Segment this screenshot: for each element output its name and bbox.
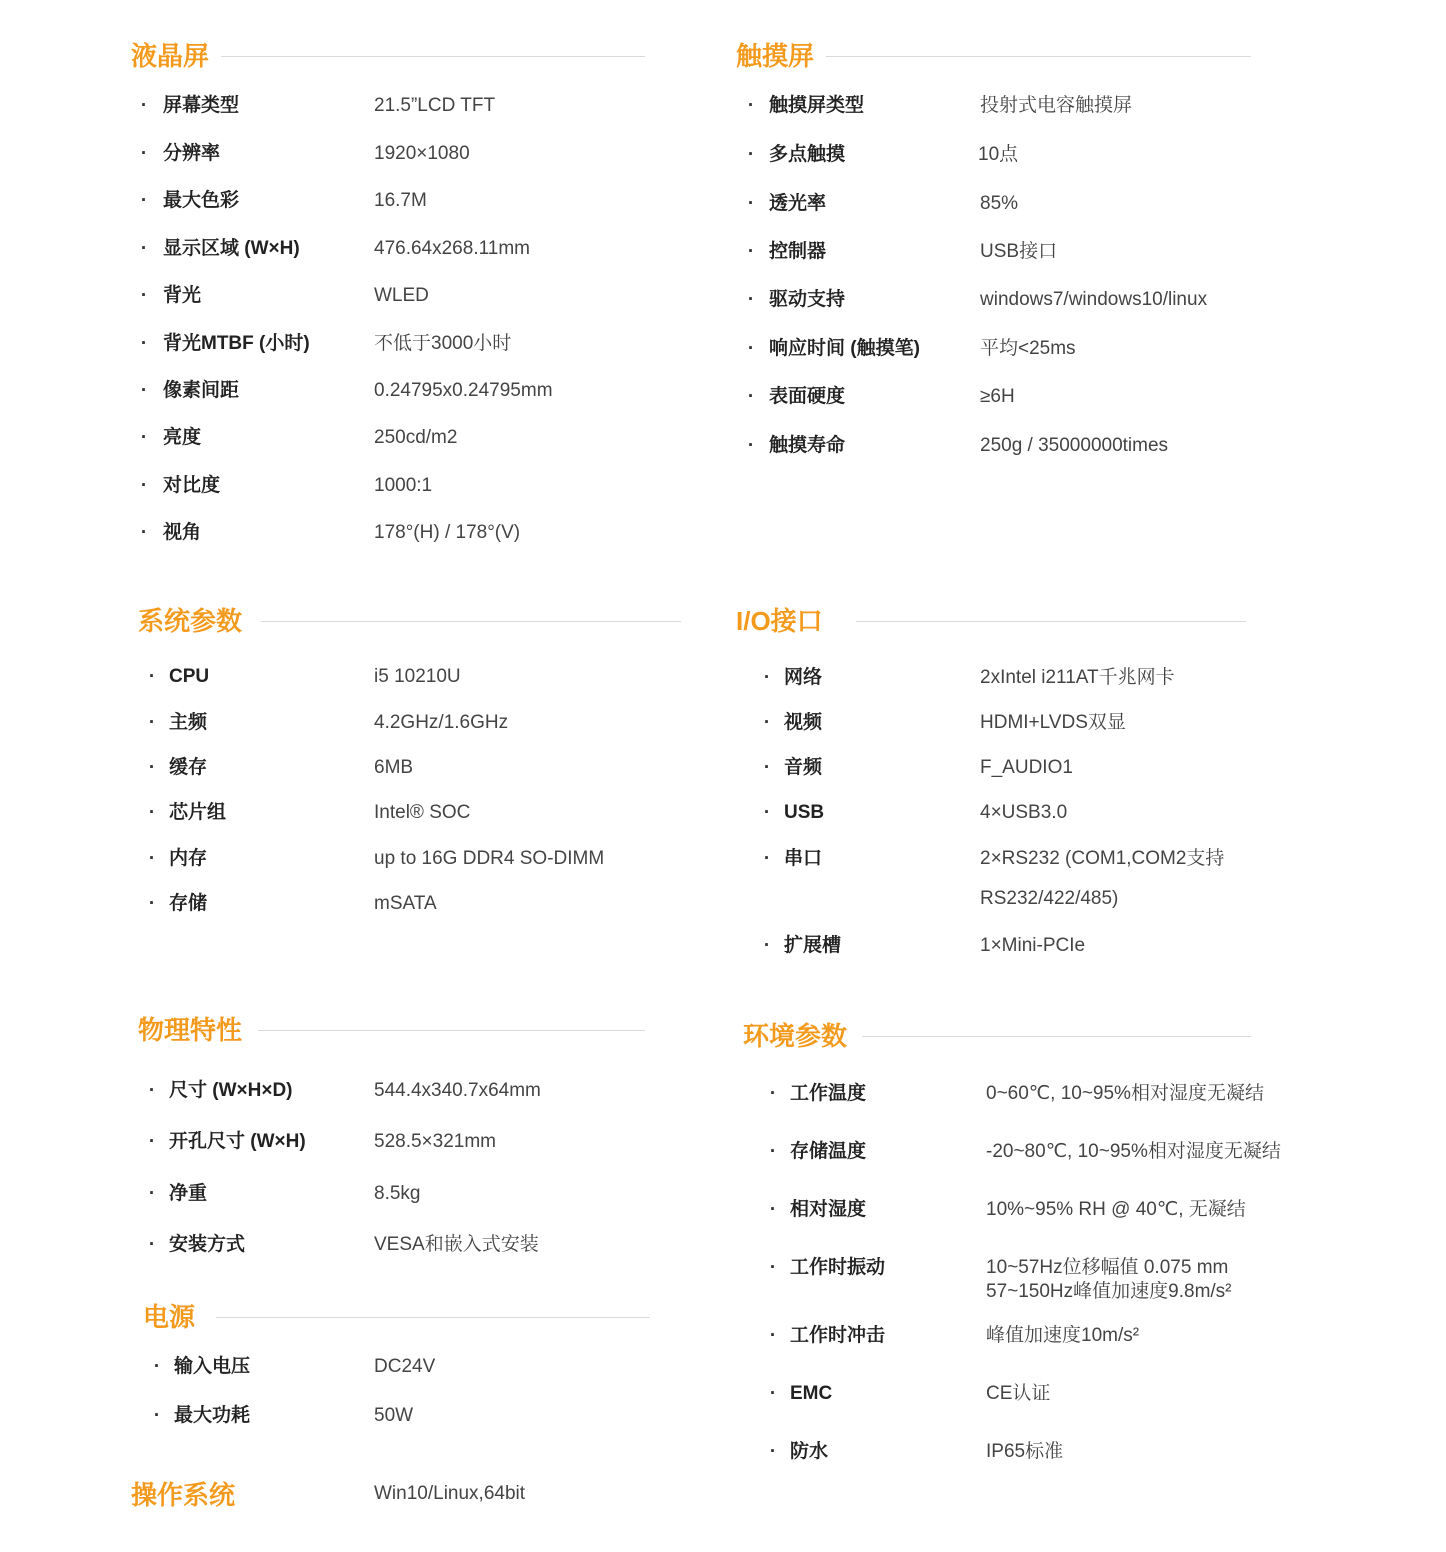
- section-title: 电源: [143, 1302, 196, 1332]
- section-physical: [138, 1012, 645, 1052]
- divider: [258, 1030, 645, 1031]
- section-io: [736, 603, 1246, 643]
- section-title: 环境参数: [743, 1021, 848, 1051]
- section-environment: [743, 1018, 1251, 1058]
- section-title: 系统参数: [138, 606, 243, 636]
- divider: [216, 1317, 650, 1318]
- divider: [261, 621, 681, 622]
- section-touch: [736, 38, 1251, 78]
- section-title: 操作系统: [131, 1480, 236, 1510]
- section-lcd: [131, 38, 645, 78]
- section-power: [143, 1299, 650, 1339]
- section-title: 触摸屏: [736, 41, 815, 71]
- section-title: 液晶屏: [131, 41, 210, 71]
- divider: [856, 621, 1246, 622]
- divider: [826, 56, 1251, 57]
- divider: [862, 1036, 1251, 1037]
- divider: [221, 56, 645, 57]
- section-title: I/O接口: [736, 606, 823, 636]
- section-system: [138, 603, 681, 643]
- section-title: 物理特性: [138, 1015, 243, 1045]
